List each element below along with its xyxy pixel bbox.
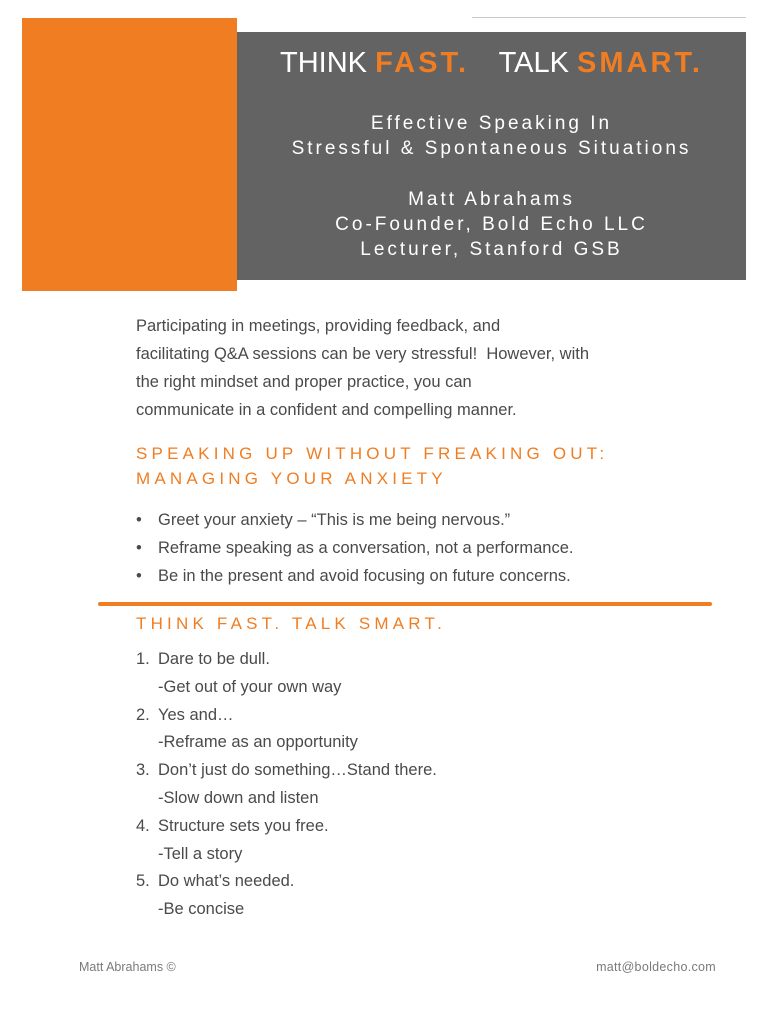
list-item	[136, 506, 573, 534]
list-item-number: 4.	[136, 816, 150, 835]
section-heading-anxiety-line-1: SPEAKING UP WITHOUT FREAKING OUT:	[136, 444, 609, 463]
list-item	[136, 813, 437, 869]
list-item-text: Reframe speaking as a conversation, not a performance.	[158, 539, 574, 557]
title-word-talk: TALK	[498, 47, 569, 79]
list-item	[136, 646, 437, 702]
list-item-subtext: -Reframe as an opportunity	[158, 733, 358, 752]
list-item-number: 5.	[136, 872, 150, 891]
list-item-text: Structure sets you free.	[158, 816, 329, 835]
top-rule	[472, 17, 746, 18]
list-item-subtext: -Slow down and listen	[158, 788, 319, 807]
author-role-1: Co-Founder, Bold Echo LLC	[335, 214, 648, 235]
anxiety-bullet-list	[136, 506, 573, 590]
author-name: Matt Abrahams	[408, 189, 575, 210]
bullet-icon: •	[136, 511, 142, 529]
title-word-think: THINK	[280, 47, 367, 79]
list-item-subtext: -Get out of your own way	[158, 677, 342, 696]
subtitle	[237, 111, 746, 161]
author-role-2: Lecturer, Stanford GSB	[360, 239, 623, 260]
section-heading-anxiety	[136, 441, 608, 491]
title-word-smart: SMART.	[577, 47, 703, 79]
section-heading-think-fast: THINK FAST. TALK SMART.	[136, 614, 447, 633]
intro-paragraph	[136, 312, 696, 424]
list-item	[136, 534, 573, 562]
list-item	[136, 702, 437, 758]
orange-accent-block	[22, 18, 237, 291]
intro-line-1: Participating in meetings, providing feedback, and	[136, 317, 501, 335]
intro-line-3: the right mindset and proper practice, you can	[136, 373, 472, 391]
title-word-fast: FAST.	[375, 47, 470, 79]
list-item-text: Yes and…	[158, 705, 234, 724]
list-item-subtext: -Be concise	[158, 900, 245, 919]
tips-numbered-list	[136, 646, 437, 924]
list-item-number: 2.	[136, 705, 150, 724]
list-item-text: Be in the present and avoid focusing on future concerns.	[158, 567, 571, 585]
section-heading-anxiety-line-2: MANAGING YOUR ANXIETY	[136, 469, 447, 488]
footer-author: Matt Abrahams ©	[79, 960, 176, 974]
list-item-text: Do what’s needed.	[158, 872, 295, 891]
footer-email: matt@boldecho.com	[596, 960, 716, 974]
list-item-text: Greet your anxiety – “This is me being nervous.”	[158, 511, 511, 529]
list-item-subtext: -Tell a story	[158, 844, 243, 863]
list-item-number: 1.	[136, 650, 150, 668]
list-item	[136, 868, 437, 924]
subtitle-line-2: Stressful & Spontaneous Situations	[291, 138, 692, 159]
list-item-text: Dare to be dull.	[158, 650, 270, 668]
bullet-icon: •	[136, 567, 142, 585]
section-divider	[98, 602, 712, 606]
intro-line-2: facilitating Q&A sessions can be very stressful! However, with	[136, 345, 590, 363]
bullet-icon: •	[136, 539, 142, 557]
list-item-text: Don’t just do something…Stand there.	[158, 761, 437, 780]
intro-line-4: communicate in a confident and compelling manner.	[136, 401, 517, 419]
page-title	[237, 46, 746, 80]
header-banner	[237, 32, 746, 280]
subtitle-line-1: Effective Speaking In	[370, 113, 613, 134]
author-info	[237, 187, 746, 262]
list-item	[136, 562, 573, 590]
list-item-number: 3.	[136, 761, 150, 780]
list-item	[136, 757, 437, 813]
